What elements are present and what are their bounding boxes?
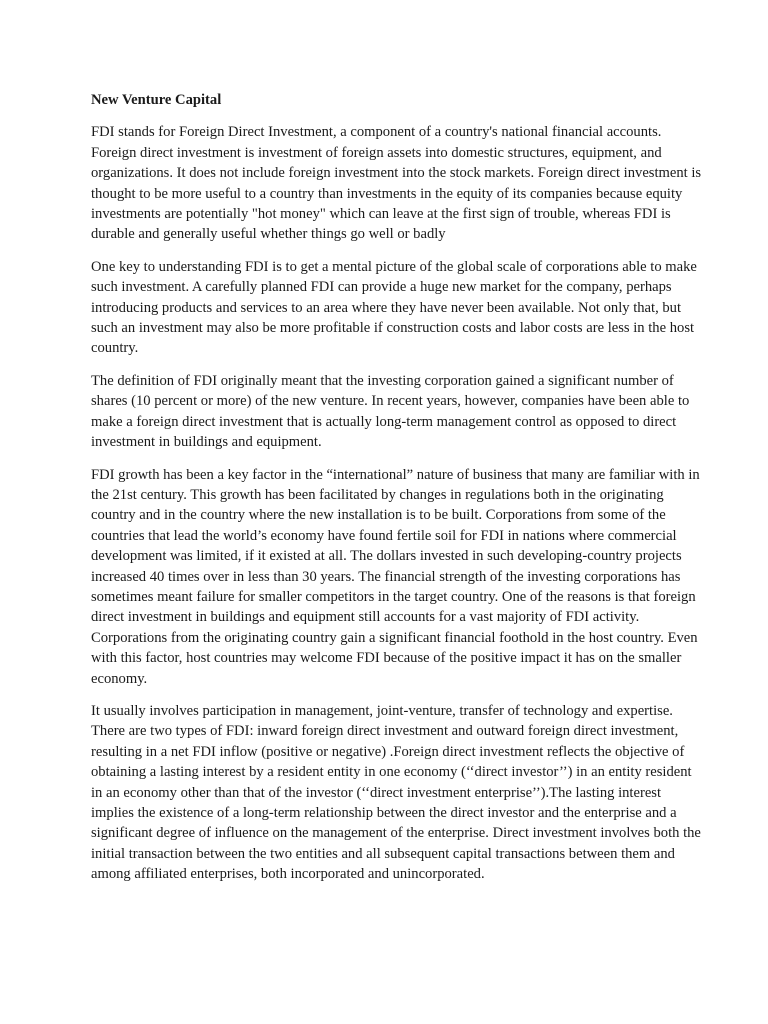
paragraph-5: It usually involves participation in management, joint-venture, transfer of technology and expertise. There are two types of FDI: inward foreign direct investment and outward foreign direct investment, resulting in a net FDI inflow (positive or negative) .Foreign direct investment reflects the objective of obtaining a lasting interest by a resident entity in one economy (‘‘direct investor’’) in an entity resident in an economy other than that of the investor (‘‘direct investment enterprise’’).The lasting interest implies the existence of a long-term relationship between the direct investor and the enterprise and a significant degree of influence on the management of the enterprise. Direct investment involves both the initial transaction between the two entities and all subsequent capital transactions between them and among affiliated enterprises, both incorporated and unincorporated. <box>91 702 701 883</box>
paragraph-2: One key to understanding FDI is to get a mental picture of the global scale of corporations able to make such investment. A carefully planned FDI can provide a huge new market for the company, perhaps introducing products and services to an area where they have never been available. Not only that, but such an investment may also be more profitable if construction costs and labor costs are less in the host country. <box>91 258 697 357</box>
paragraph-4: FDI growth has been a key factor in the “international” nature of business that many are familiar with in the 21st century. This growth has been facilitated by changes in regulations both in the originating country and in the country where the new installation is to be built. Corporations from some of the countries that lead the world’s economy have found fertile soil for FDI in nations where commercial development was limited, if it existed at all. The dollars invested in such developing-country projects increased 40 times over in less than 30 years. The financial strength of the investing corporations has sometimes meant failure for smaller competitors in the target country. One of the reasons is that foreign direct investment in buildings and equipment still accounts for a vast majority of FDI activity. Corporations from the originating country gain a significant financial foothold in the host country. Even with this factor, host countries may welcome FDI because of the positive impact it has on the smaller economy. <box>91 466 700 687</box>
paragraph-3: The definition of FDI originally meant that the investing corporation gained a significant number of shares (10 percent or more) of the new venture. In recent years, however, companies have been able to make a foreign direct investment that is actually long-term management control as opposed to direct investment in buildings and equipment. <box>91 372 690 451</box>
paragraph-1: FDI stands for Foreign Direct Investment, a component of a country's national financial accounts. Foreign direct investment is investment of foreign assets into domestic structures, equipment, and organizations. It does not include foreign investment into the stock markets. Foreign direct investment is thought to be more useful to a country than investments in the equity of its companies because equity investments are potentially "hot money" which can leave at the first sign of trouble, whereas FDI is durable and generally useful whether things go well or badly <box>91 124 702 243</box>
document-body <box>91 90 703 897</box>
document-title: New Venture Capital <box>91 92 222 108</box>
